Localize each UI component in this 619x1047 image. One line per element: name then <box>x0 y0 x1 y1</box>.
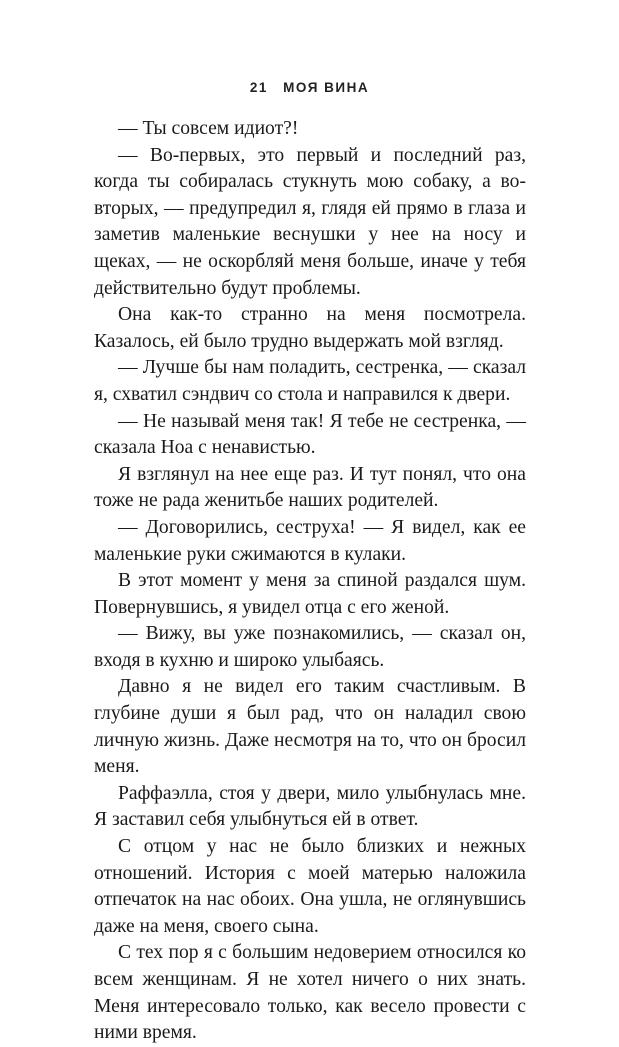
page-text <box>94 116 526 1047</box>
paragraph: Раффаэлла, стоя у двери, мило улыбнулась мне. Я заставил себя улыбнуться ей в ответ. <box>94 782 526 831</box>
paragraph: — Во-первых, это первый и последний раз, когда ты собиралась стукнуть мою собаку, а во-вторых, — предупредил я, глядя ей прямо в глаза и заметив маленькие веснушки у нее на носу и щеках, — не оскорбляй меня больше, иначе у тебя действительно будут проблемы. <box>94 144 526 299</box>
paragraph: — Лучше бы нам поладить, сестренка, — сказал я, схватил сэндвич со стола и направился к двери. <box>94 357 526 405</box>
book-title: МОЯ ВИНА <box>283 80 370 95</box>
paragraph: — Договорились, сеструха! — Я видел, как ее маленькие руки сжимаются в кулаки. <box>94 516 526 565</box>
paragraph: — Не называй меня так! Я тебе не сестренка, — сказала Ноа с ненавистью. <box>94 410 526 459</box>
paragraph: С тех пор я с большим недоверием относился ко всем женщинам. Я не хотел ничего о них знать. Меня интересовало только, как весело провести с ними время. <box>94 942 526 1044</box>
paragraph: Давно я не видел его таким счастливым. В глубине души я был рад, что он наладил свою личную жизнь. Даже несмотря на то, что он бросил меня. <box>94 676 526 778</box>
paragraph: — Вижу, вы уже познакомились, — сказал он, входя в кухню и широко улыбаясь. <box>94 623 526 671</box>
paragraph: Она как-то странно на меня посмотрела. Казалось, ей было трудно выдержать мой взгляд. <box>94 304 526 352</box>
paragraph: Я взглянул на нее еще раз. И тут понял, что она тоже не рада женитьбе наших родителей. <box>94 463 526 512</box>
paragraph: В этот момент у меня за спиной раздался шум. Повернувшись, я увидел отца с его женой. <box>94 570 526 618</box>
page-number: 21 <box>249 80 268 95</box>
paragraph: С отцом у нас не было близких и нежных отношений. История с моей матерью наложила отпечаток на нас обоих. Она ушла, не оглянувшись даже на меня, своего сына. <box>94 836 526 937</box>
paragraph: — Ты совсем идиот?! <box>118 118 299 139</box>
running-header <box>0 80 619 95</box>
